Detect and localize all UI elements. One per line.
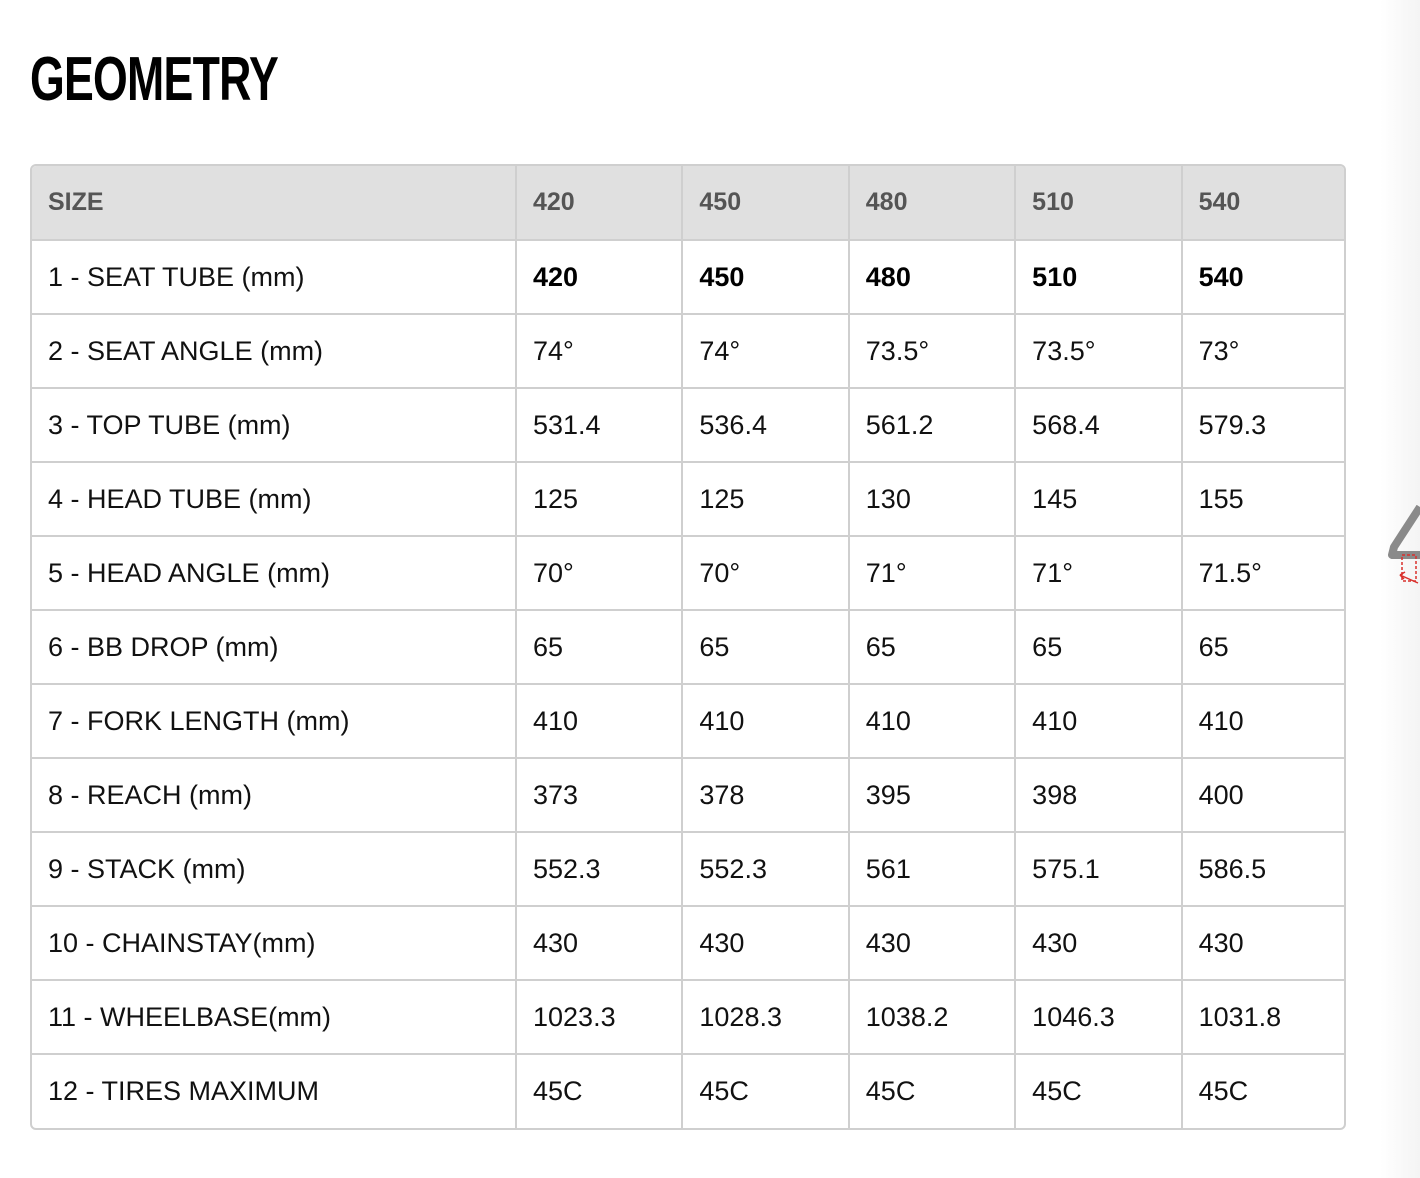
table-cell: 552.3 <box>516 832 682 906</box>
table-cell: 510 <box>1015 240 1181 314</box>
table-cell: 430 <box>1015 906 1181 980</box>
table-cell: 430 <box>516 906 682 980</box>
table-cell: 400 <box>1182 758 1346 832</box>
table-cell: 410 <box>1182 684 1346 758</box>
table-cell: 65 <box>682 610 848 684</box>
table-cell: 1031.8 <box>1182 980 1346 1054</box>
table-cell: 65 <box>849 610 1015 684</box>
table-cell: 561.2 <box>849 388 1015 462</box>
table-cell: 450 <box>682 240 848 314</box>
table-cell: 575.1 <box>1015 832 1181 906</box>
table-row <box>32 240 1346 314</box>
table-cell: 73.5° <box>849 314 1015 388</box>
header-cell-420: 420 <box>516 166 682 240</box>
table-row <box>32 314 1346 388</box>
table-cell: 430 <box>849 906 1015 980</box>
table-cell: 1023.3 <box>516 980 682 1054</box>
table-row <box>32 832 1346 906</box>
table-row <box>32 610 1346 684</box>
table-header <box>32 166 1346 240</box>
row-label: 3 - TOP TUBE (mm) <box>32 388 516 462</box>
table-cell: 561 <box>849 832 1015 906</box>
table-cell: 395 <box>849 758 1015 832</box>
table-cell: 552.3 <box>682 832 848 906</box>
table-cell: 430 <box>682 906 848 980</box>
table-cell: 410 <box>1015 684 1181 758</box>
table-cell: 531.4 <box>516 388 682 462</box>
page-title: GEOMETRY <box>30 45 279 114</box>
row-label: 2 - SEAT ANGLE (mm) <box>32 314 516 388</box>
table-cell: 125 <box>682 462 848 536</box>
row-label: 11 - WHEELBASE(mm) <box>32 980 516 1054</box>
row-label: 9 - STACK (mm) <box>32 832 516 906</box>
table-cell: 540 <box>1182 240 1346 314</box>
table-cell: 65 <box>1015 610 1181 684</box>
row-label: 8 - REACH (mm) <box>32 758 516 832</box>
bike-diagram-edge-icon <box>1388 505 1420 595</box>
table-cell: 536.4 <box>682 388 848 462</box>
table-row <box>32 980 1346 1054</box>
table-row <box>32 1054 1346 1128</box>
header-cell-510: 510 <box>1015 166 1181 240</box>
table-cell: 70° <box>682 536 848 610</box>
table-cell: 568.4 <box>1015 388 1181 462</box>
table-row <box>32 536 1346 610</box>
header-cell-450: 450 <box>682 166 848 240</box>
table-cell: 1038.2 <box>849 980 1015 1054</box>
row-label: 1 - SEAT TUBE (mm) <box>32 240 516 314</box>
table-cell: 70° <box>516 536 682 610</box>
table-row <box>32 388 1346 462</box>
row-label: 4 - HEAD TUBE (mm) <box>32 462 516 536</box>
table-cell: 378 <box>682 758 848 832</box>
table-cell: 45C <box>1198 1076 1249 1106</box>
table-cell: 410 <box>849 684 1015 758</box>
table-cell: 73.5° <box>1015 314 1181 388</box>
header-cell-size: SIZE <box>32 166 516 240</box>
table-cell: 579.3 <box>1182 388 1346 462</box>
table-cell: 73° <box>1182 314 1346 388</box>
table-cell: 65 <box>1182 610 1346 684</box>
table-cell: 155 <box>1182 462 1346 536</box>
header-cell-540: 540 <box>1182 166 1346 240</box>
table-cell: 45C <box>516 1054 682 1128</box>
table-cell: 74° <box>682 314 848 388</box>
table-cell: 480 <box>849 240 1015 314</box>
table-cell: 410 <box>516 684 682 758</box>
geometry-table-container <box>30 164 1346 1130</box>
table-cell: 1046.3 <box>1015 980 1181 1054</box>
table-cell: 71.5° <box>1182 536 1346 610</box>
table-cell: 145 <box>1015 462 1181 536</box>
table-cell: 1028.3 <box>682 980 848 1054</box>
row-label: 6 - BB DROP (mm) <box>32 610 516 684</box>
table-body <box>32 240 1346 1128</box>
row-label: 12 - TIRES MAXIMUM <box>32 1054 516 1128</box>
table-cell: 125 <box>516 462 682 536</box>
table-cell: 130 <box>849 462 1015 536</box>
table-row <box>32 906 1346 980</box>
table-cell: 586.5 <box>1182 832 1346 906</box>
geometry-table <box>32 166 1346 1128</box>
header-row <box>32 166 1346 240</box>
table-cell: 45C <box>682 1054 848 1128</box>
row-label: 10 - CHAINSTAY(mm) <box>32 906 516 980</box>
table-cell: 430 <box>1182 906 1346 980</box>
table-row <box>32 684 1346 758</box>
table-cell: 65 <box>516 610 682 684</box>
table-cell: 45C <box>1015 1054 1181 1128</box>
table-cell: 410 <box>682 684 848 758</box>
table-cell: 398 <box>1015 758 1181 832</box>
table-cell: 45C <box>849 1054 1015 1128</box>
table-cell: 74° <box>516 314 682 388</box>
table-row <box>32 462 1346 536</box>
table-cell: 420 <box>516 240 682 314</box>
row-label: 7 - FORK LENGTH (mm) <box>32 684 516 758</box>
table-row <box>32 758 1346 832</box>
header-cell-480: 480 <box>849 166 1015 240</box>
table-cell: 71° <box>1015 536 1181 610</box>
row-label: 5 - HEAD ANGLE (mm) <box>32 536 516 610</box>
table-cell: 71° <box>849 536 1015 610</box>
table-cell: 373 <box>516 758 682 832</box>
